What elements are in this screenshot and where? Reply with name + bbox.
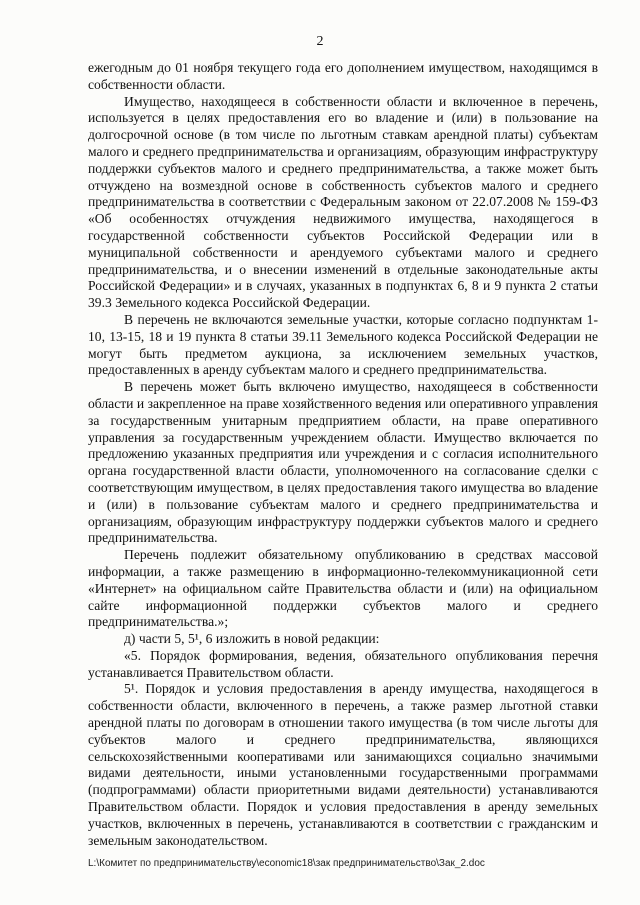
paragraph-enterprise-property: В перечень может быть включено имущество, находящееся в собственности области и закрепленное на праве хозяйственного ведения или оперативного управления за государственным унитарным предприятием области, на праве оперативного управления за государственным учреждением области. Имущество включается по предложению указанных предприятия или учреждения и с согласия исполнительного органа государственной власти области, уполномоченного на согласование сделки с соответствующим имуществом, в целях предоставления такого имущества во владение и (или) в пользование субъектам малого и среднего предпринимательства и организациям, образующим инфраструктуру поддержки субъектов малого и среднего предпринимательства. bbox=[88, 379, 598, 546]
paragraph-property-use: Имущество, находящееся в собственности области и включенное в перечень, используется в целях предоставления его во владение и (или) в пользование на долгосрочной основе (в том числе по льготным ставкам арендной платы) субъектам малого и среднего предпринимательства и организациям, образующим инфраструктуру поддержки субъектов малого и среднего предпринимательства, а также может быть отчуждено на возмездной основе в собственность субъектов малого и среднего предпринимательства в соответствии с Федеральным законом от 22.07.2008 № 159-ФЗ «Об особенностях отчуждения недвижимого имущества, находящегося в государственной собственности субъектов Российской Федерации или в муниципальной собственности и арендуемого субъектами малого и среднего предпринимательства, и о внесении изменений в отдельные законодательные акты Российской Федерации» и в случаях, указанных в подпунктах 6, 8 и 9 пункта 2 статьи 39.3 Земельного кодекса Российской Федерации. bbox=[88, 93, 598, 311]
paragraph-amendment-d: д) части 5, 5¹, 6 изложить в новой редакции: bbox=[124, 631, 380, 647]
paragraph-part-5: «5. Порядок формирования, ведения, обязательного опубликования перечня устанавливается Правительством области. bbox=[88, 647, 598, 680]
paragraph-land-exclusion: В перечень не включаются земельные участки, которые согласно подпунктам 1-10, 13-15, 18 и 19 пункта 8 статьи 39.11 Земельного кодекса Российской Федерации не могут быть предметом аукциона, за исключением земельных участков, предоставленных в аренду субъектам малого и среднего предпринимательства. bbox=[88, 311, 598, 378]
page-number: 2 bbox=[316, 34, 324, 49]
paragraph-publication: Перечень подлежит обязательному опубликованию в средствах массовой информации, а также размещению в информационно-телекоммуникационной сети «Интернет» на официальном сайте Правительства области и (или) на официальном сайте информационной поддержки субъектов малого и среднего предпринимательства.»; bbox=[88, 547, 598, 630]
paragraph-continuation: ежегодным до 01 ноября текущего года его дополнением имуществом, находящимся в собственности области. bbox=[88, 60, 598, 92]
document-body bbox=[88, 60, 598, 849]
paragraph-part-5-1: 5¹. Порядок и условия предоставления в аренду имущества, находящегося в собственности области, включенного в перечень, а также размер льготной ставки арендной платы по договорам в отношении такого имущества (в том числе льготы для субъектов малого и среднего предпринимательства, являющихся сельскохозяйственными кооперативами или занимающихся социально значимыми видами деятельности, иными установленными государственными программами (подпрограммами) области приоритетными видами деятельности) устанавливаются Правительством области. Порядок и условия предоставления в аренду земельных участков, включенных в перечень, устанавливаются в соответствии с гражданским и земельным законодательством. bbox=[88, 681, 598, 848]
file-path-footer: L:\Комитет по предпринимательству\economic18\зак предпринимательство\Зак_2.doc bbox=[88, 858, 485, 869]
